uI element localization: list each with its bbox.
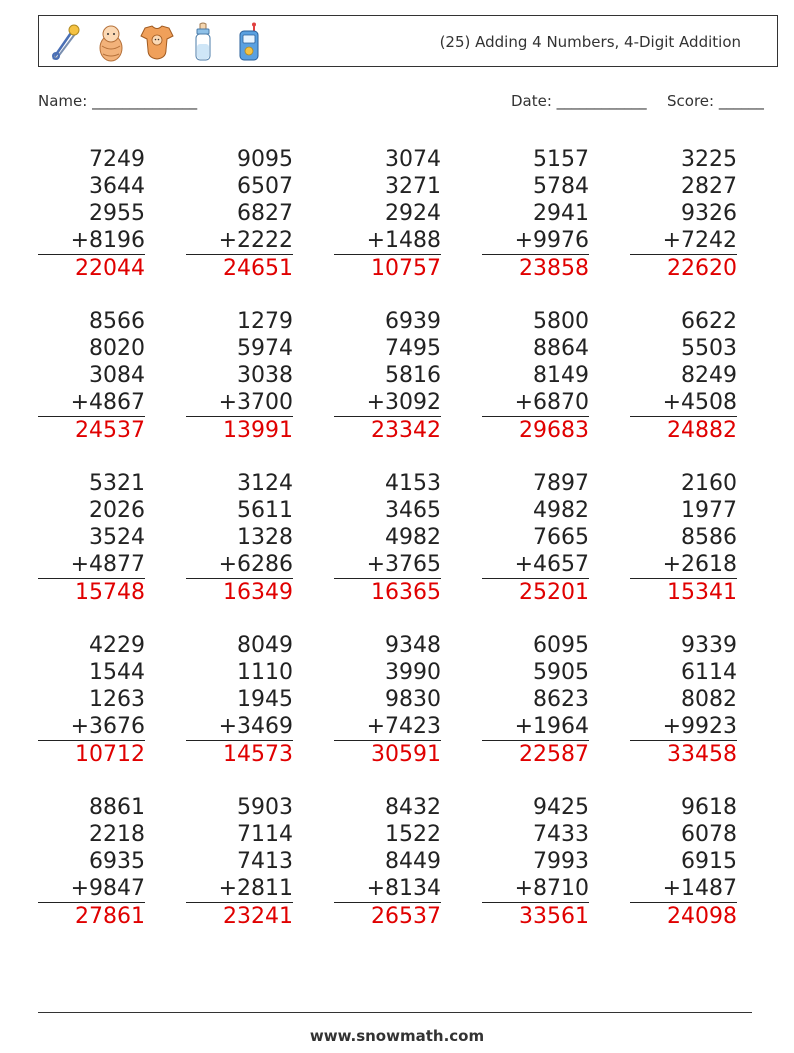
addend: +2811 xyxy=(186,875,293,903)
addend: +3676 xyxy=(38,713,145,741)
addend: 8020 xyxy=(89,336,145,361)
addend: 8049 xyxy=(237,633,293,658)
answer: 22620 xyxy=(667,256,737,281)
addend: +4877 xyxy=(38,551,145,579)
addend: 3038 xyxy=(237,363,293,388)
addend: 2955 xyxy=(89,201,145,226)
addend: 1544 xyxy=(89,660,145,685)
addend: 2924 xyxy=(385,201,441,226)
addend: 8861 xyxy=(89,795,145,820)
answer: 24537 xyxy=(75,418,145,443)
worksheet-title: (25) Adding 4 Numbers, 4-Digit Addition xyxy=(439,33,741,51)
answer: 13991 xyxy=(223,418,293,443)
addition-problem xyxy=(630,308,737,470)
addend: 5157 xyxy=(533,147,589,172)
addend: 9339 xyxy=(681,633,737,658)
addend: 5903 xyxy=(237,795,293,820)
addend: 9095 xyxy=(237,147,293,172)
addend: 5974 xyxy=(237,336,293,361)
addend: 6114 xyxy=(681,660,737,685)
addition-problem xyxy=(630,632,737,794)
addend: 2026 xyxy=(89,498,145,523)
safety-pin-icon xyxy=(47,22,83,62)
addend: +8196 xyxy=(38,227,145,255)
addend: 4153 xyxy=(385,471,441,496)
addend: 6622 xyxy=(681,309,737,334)
answer: 22587 xyxy=(519,742,589,767)
addition-problem xyxy=(38,632,145,794)
score-field[interactable]: Score: ______ xyxy=(667,92,764,110)
addend: 3271 xyxy=(385,174,441,199)
addend: 3990 xyxy=(385,660,441,685)
addition-problem xyxy=(38,308,145,470)
problem-grid xyxy=(38,146,778,956)
addition-problem xyxy=(38,794,145,956)
addend: +1487 xyxy=(630,875,737,903)
addend: +9847 xyxy=(38,875,145,903)
addend: 1945 xyxy=(237,687,293,712)
header-icons xyxy=(47,22,267,62)
addend: 9326 xyxy=(681,201,737,226)
addend: 6095 xyxy=(533,633,589,658)
addition-problem xyxy=(334,470,441,632)
addend: 8864 xyxy=(533,336,589,361)
addition-problem xyxy=(482,308,589,470)
addend: 8432 xyxy=(385,795,441,820)
addition-problem xyxy=(186,632,293,794)
addend: 8149 xyxy=(533,363,589,388)
addend: 7495 xyxy=(385,336,441,361)
addend: 5905 xyxy=(533,660,589,685)
name-field[interactable]: Name: ______________ xyxy=(38,92,198,110)
answer: 27861 xyxy=(75,904,145,929)
addend: +7242 xyxy=(630,227,737,255)
answer: 15341 xyxy=(667,580,737,605)
addend: 8249 xyxy=(681,363,737,388)
addend: +2222 xyxy=(186,227,293,255)
addition-problem xyxy=(334,794,441,956)
addend: 2941 xyxy=(533,201,589,226)
addend: 6939 xyxy=(385,309,441,334)
addition-problem xyxy=(482,632,589,794)
addend: 7249 xyxy=(89,147,145,172)
addend: +1964 xyxy=(482,713,589,741)
baby-bottle-icon xyxy=(185,22,221,62)
addend: 9425 xyxy=(533,795,589,820)
addend: 5321 xyxy=(89,471,145,496)
addend: 3084 xyxy=(89,363,145,388)
addend: 3524 xyxy=(89,525,145,550)
addend: 5611 xyxy=(237,498,293,523)
addend: 3465 xyxy=(385,498,441,523)
addend: 5800 xyxy=(533,309,589,334)
addend: +4867 xyxy=(38,389,145,417)
addend: 3644 xyxy=(89,174,145,199)
addend: +8710 xyxy=(482,875,589,903)
addend: 7993 xyxy=(533,849,589,874)
footer-site[interactable]: www.snowmath.com xyxy=(309,1027,485,1045)
addend: +3469 xyxy=(186,713,293,741)
addend: 6507 xyxy=(237,174,293,199)
addition-problem xyxy=(334,146,441,308)
answer: 25201 xyxy=(519,580,589,605)
answer: 24651 xyxy=(223,256,293,281)
addition-problem xyxy=(186,794,293,956)
addend: +1488 xyxy=(334,227,441,255)
addend: 5816 xyxy=(385,363,441,388)
addend: 7114 xyxy=(237,822,293,847)
addend: 3225 xyxy=(681,147,737,172)
addend: 2218 xyxy=(89,822,145,847)
addend: 2160 xyxy=(681,471,737,496)
addend: +9923 xyxy=(630,713,737,741)
footer-divider xyxy=(38,1012,752,1013)
addend: 5784 xyxy=(533,174,589,199)
addend: 6915 xyxy=(681,849,737,874)
addend: +8134 xyxy=(334,875,441,903)
addend: 8623 xyxy=(533,687,589,712)
addend: 6827 xyxy=(237,201,293,226)
addition-problem xyxy=(38,146,145,308)
answer: 16349 xyxy=(223,580,293,605)
addend: 1328 xyxy=(237,525,293,550)
answer: 24098 xyxy=(667,904,737,929)
addition-problem xyxy=(334,632,441,794)
addend: +6870 xyxy=(482,389,589,417)
addition-problem xyxy=(334,308,441,470)
addend: 4229 xyxy=(89,633,145,658)
answer: 23858 xyxy=(519,256,589,281)
addend: 9348 xyxy=(385,633,441,658)
addend: 8566 xyxy=(89,309,145,334)
answer: 23342 xyxy=(371,418,441,443)
addend: 7433 xyxy=(533,822,589,847)
addend: 9830 xyxy=(385,687,441,712)
addend: 1977 xyxy=(681,498,737,523)
addend: 1110 xyxy=(237,660,293,685)
addition-problem xyxy=(38,470,145,632)
answer: 22044 xyxy=(75,256,145,281)
addend: +4657 xyxy=(482,551,589,579)
addend: 5503 xyxy=(681,336,737,361)
addition-problem xyxy=(482,794,589,956)
addend: 8082 xyxy=(681,687,737,712)
addend: +3092 xyxy=(334,389,441,417)
addition-problem xyxy=(186,146,293,308)
answer: 29683 xyxy=(519,418,589,443)
addend: +4508 xyxy=(630,389,737,417)
addend: 3124 xyxy=(237,471,293,496)
addition-problem xyxy=(630,794,737,956)
worksheet-header xyxy=(38,15,778,67)
answer: 33458 xyxy=(667,742,737,767)
answer: 14573 xyxy=(223,742,293,767)
addend: 9618 xyxy=(681,795,737,820)
answer: 26537 xyxy=(371,904,441,929)
baby-monitor-icon xyxy=(231,22,267,62)
addend: 2827 xyxy=(681,174,737,199)
baby-bodysuit-icon xyxy=(139,22,175,62)
addend: 1263 xyxy=(89,687,145,712)
addition-problem xyxy=(186,470,293,632)
addend: 1279 xyxy=(237,309,293,334)
addition-problem xyxy=(630,470,737,632)
addend: +2618 xyxy=(630,551,737,579)
answer: 10757 xyxy=(371,256,441,281)
answer: 30591 xyxy=(371,742,441,767)
swaddled-baby-icon xyxy=(93,22,129,62)
addend: +3765 xyxy=(334,551,441,579)
addition-problem xyxy=(186,308,293,470)
addition-problem xyxy=(630,146,737,308)
addition-problem xyxy=(482,146,589,308)
addend: 6078 xyxy=(681,822,737,847)
answer: 15748 xyxy=(75,580,145,605)
answer: 16365 xyxy=(371,580,441,605)
addend: 6935 xyxy=(89,849,145,874)
addend: 1522 xyxy=(385,822,441,847)
answer: 10712 xyxy=(75,742,145,767)
addend: +9976 xyxy=(482,227,589,255)
addend: +6286 xyxy=(186,551,293,579)
addend: 7897 xyxy=(533,471,589,496)
date-field[interactable]: Date: ____________ xyxy=(511,92,647,110)
addend: 8586 xyxy=(681,525,737,550)
answer: 33561 xyxy=(519,904,589,929)
addend: 4982 xyxy=(533,498,589,523)
answer: 24882 xyxy=(667,418,737,443)
addend: +3700 xyxy=(186,389,293,417)
addend: 3074 xyxy=(385,147,441,172)
addend: +7423 xyxy=(334,713,441,741)
addend: 7413 xyxy=(237,849,293,874)
addend: 4982 xyxy=(385,525,441,550)
addend: 7665 xyxy=(533,525,589,550)
answer: 23241 xyxy=(223,904,293,929)
addition-problem xyxy=(482,470,589,632)
addend: 8449 xyxy=(385,849,441,874)
